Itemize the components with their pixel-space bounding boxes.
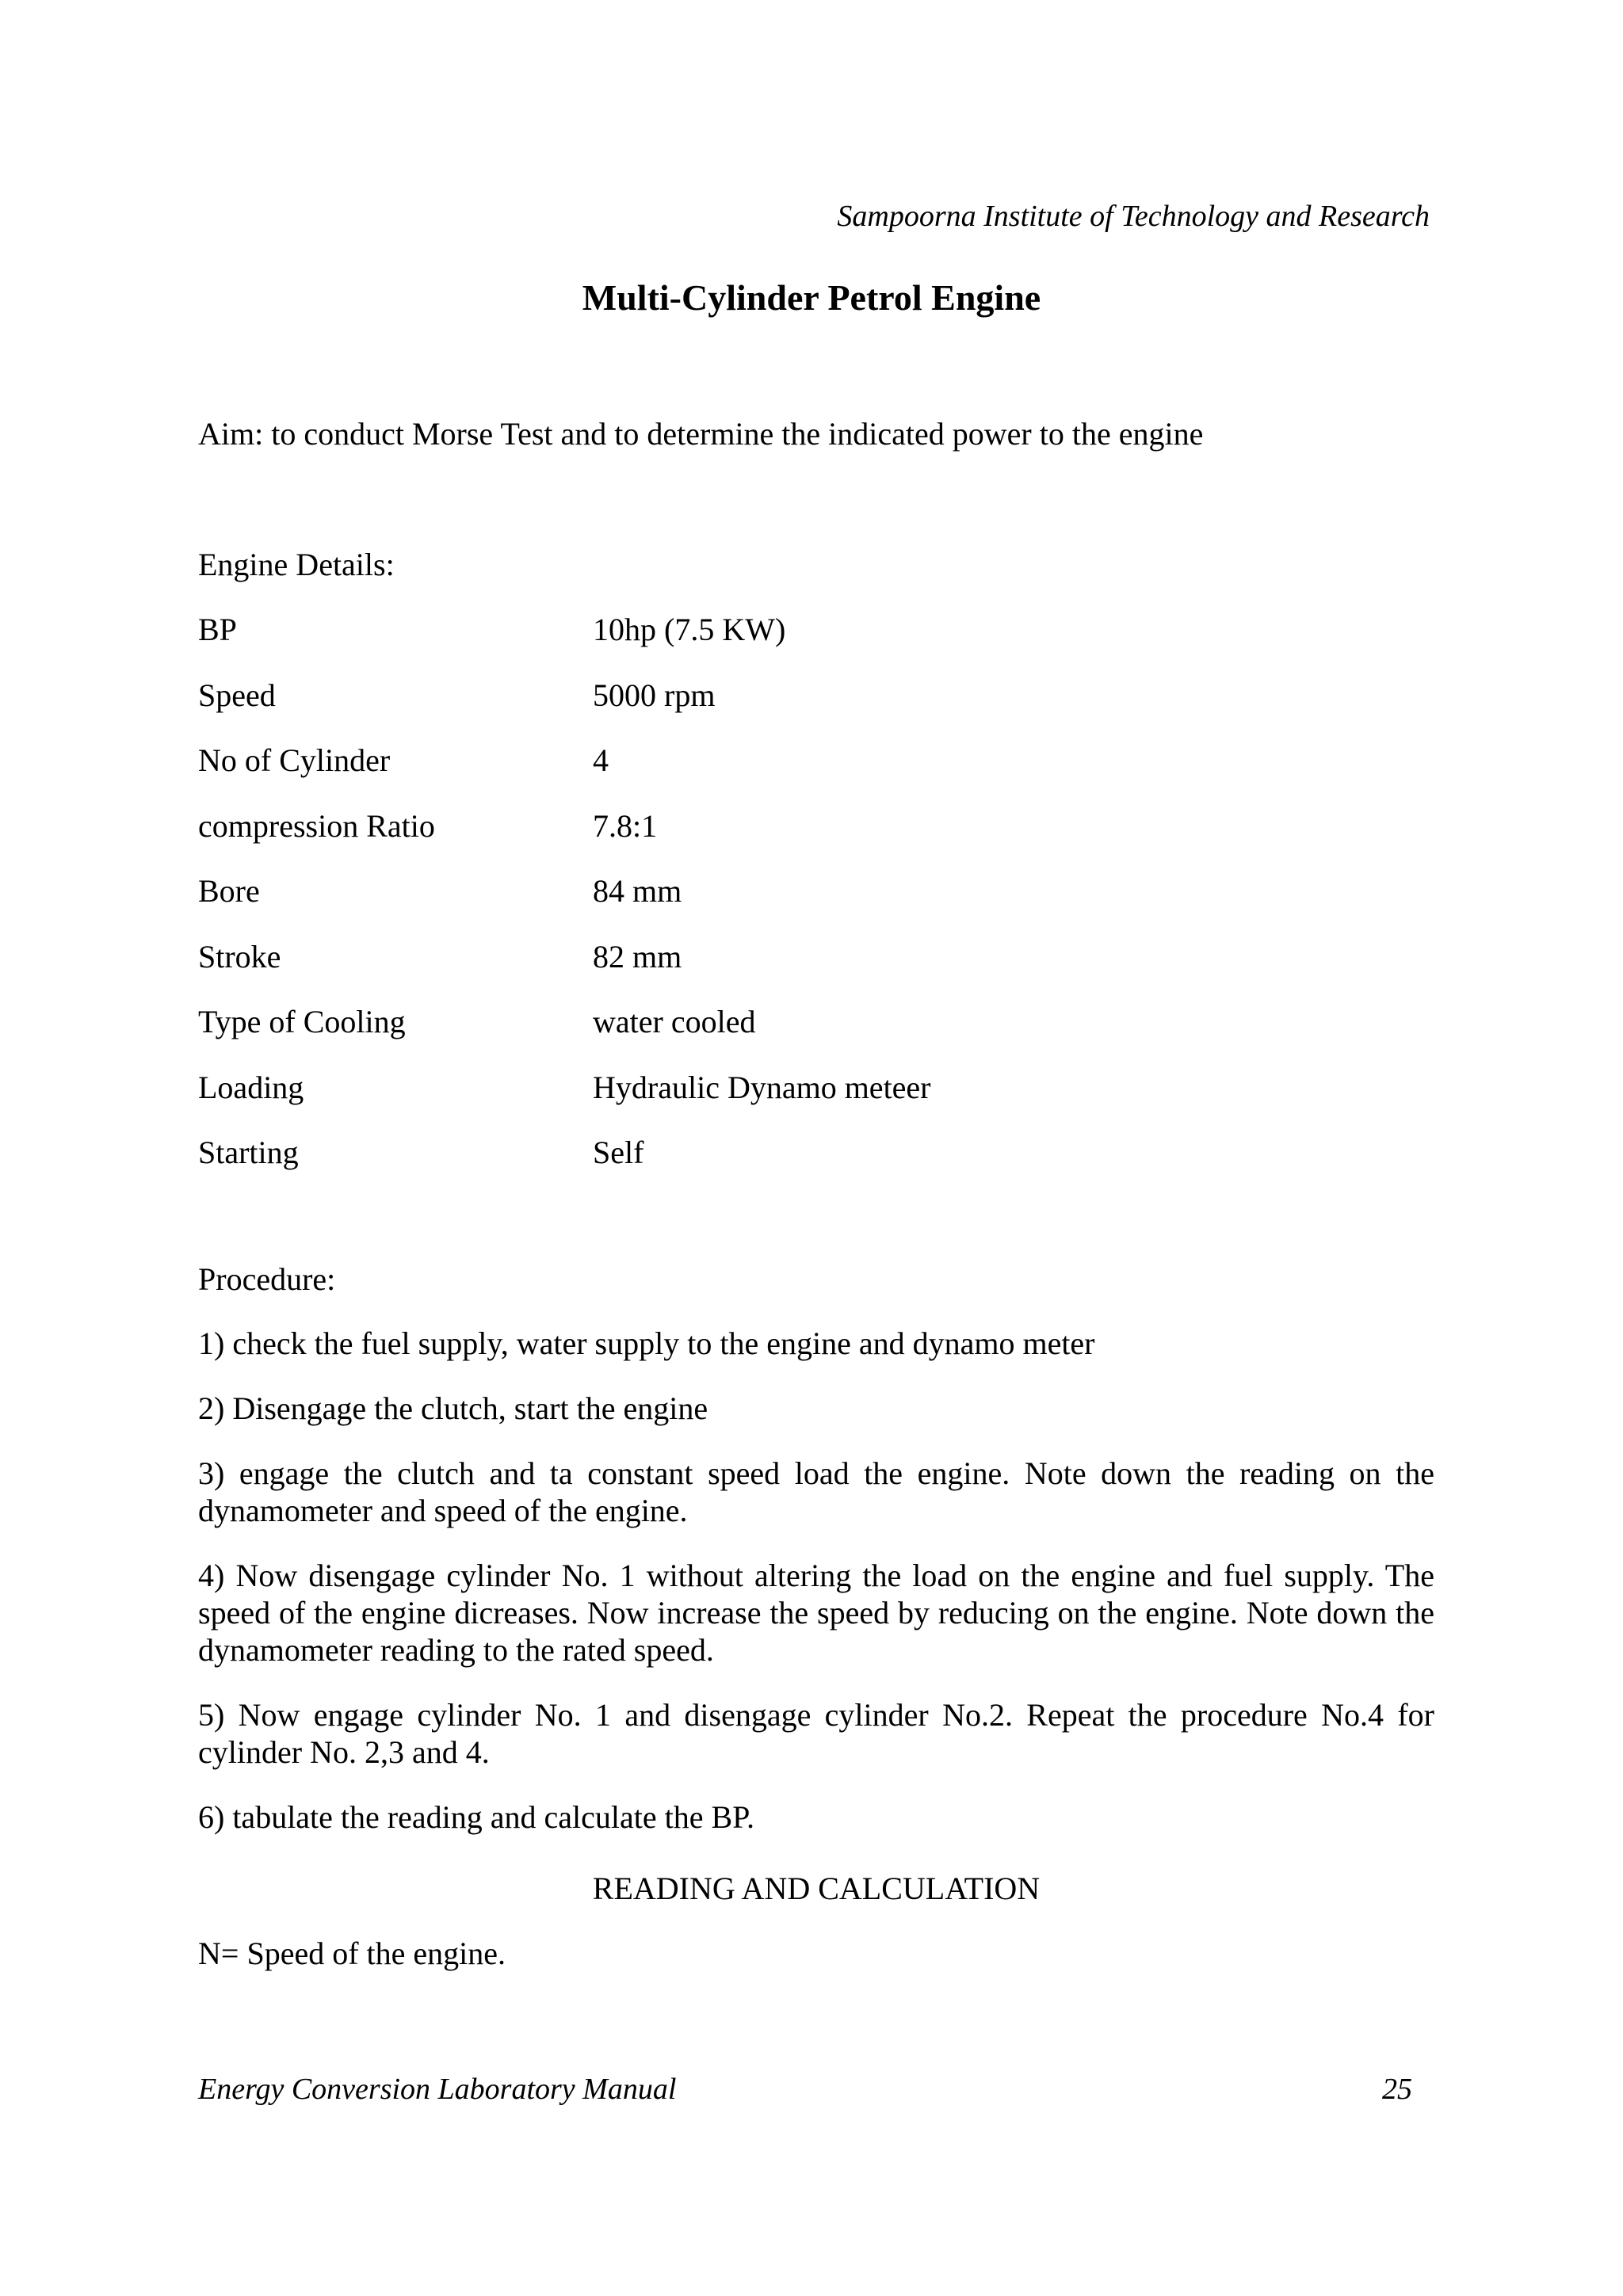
spec-value: 84 mm	[593, 873, 682, 909]
spec-label: Speed	[198, 677, 276, 713]
footer-manual-title: Energy Conversion Laboratory Manual	[198, 2073, 677, 2106]
procedure-steps	[198, 1325, 1434, 1863]
speed-definition: N= Speed of the engine.	[198, 1936, 506, 1971]
spec-row	[198, 611, 1434, 677]
spec-label: No of Cylinder	[198, 742, 391, 778]
spec-value: 5000 rpm	[593, 677, 716, 713]
procedure-step-4: 4) Now disengage cylinder No. 1 without altering the load on the engine and fuel supply. The speed of the engine dicreases. Now increase the speed by reducing on the engine. Note down the dynamometer reading to the rated speed.	[198, 1558, 1434, 1668]
page-title: Multi-Cylinder Petrol Engine	[582, 277, 1041, 318]
page-number: 25	[1382, 2073, 1412, 2106]
procedure-step-1: 1) check the fuel supply, water supply to the engine and dynamo meter	[198, 1325, 1095, 1361]
spec-value: 82 mm	[593, 938, 682, 974]
spec-label: Starting	[198, 1135, 299, 1170]
spec-label: BP	[198, 612, 237, 647]
spec-label: compression Ratio	[198, 807, 435, 844]
spec-label: Bore	[198, 873, 260, 909]
spec-row	[198, 1069, 1434, 1135]
spec-label: Loading	[198, 1069, 304, 1105]
spec-row	[198, 742, 1434, 807]
spec-row	[198, 677, 1434, 742]
spec-row	[198, 938, 1434, 1004]
engine-specs-table	[198, 611, 1434, 1199]
spec-row	[198, 1134, 1434, 1199]
spec-value: 4	[593, 742, 609, 778]
spec-row	[198, 1003, 1434, 1069]
aim-statement: Aim: to conduct Morse Test and to determine the indicated power to the engine	[198, 416, 1204, 452]
spec-row	[198, 807, 1434, 873]
spec-value: 10hp (7.5 KW)	[593, 612, 786, 647]
spec-label: Type of Cooling	[198, 1004, 406, 1039]
spec-value: Hydraulic Dynamo meteer	[593, 1069, 931, 1105]
spec-value: Self	[593, 1135, 644, 1170]
spec-label: Stroke	[198, 938, 281, 974]
institute-header: Sampoorna Institute of Technology and Research	[837, 200, 1430, 233]
engine-details-heading: Engine Details:	[198, 547, 395, 582]
procedure-step-6: 6) tabulate the reading and calculate the BP.	[198, 1799, 754, 1835]
reading-calculation-heading: READING AND CALCULATION	[592, 1871, 1041, 1906]
spec-value: 7.8:1	[593, 807, 658, 844]
procedure-step-2: 2) Disengage the clutch, start the engine	[198, 1390, 708, 1426]
spec-value: water cooled	[593, 1004, 756, 1039]
procedure-heading: Procedure:	[198, 1261, 336, 1297]
procedure-step-3: 3) engage the clutch and ta constant speed load the engine. Note down the reading on the dynamometer and speed of the engine.	[198, 1455, 1434, 1528]
procedure-step-5: 5) Now engage cylinder No. 1 and disengage cylinder No.2. Repeat the procedure No.4 for cylinder No. 2,3 and 4.	[198, 1697, 1434, 1770]
spec-row	[198, 872, 1434, 938]
